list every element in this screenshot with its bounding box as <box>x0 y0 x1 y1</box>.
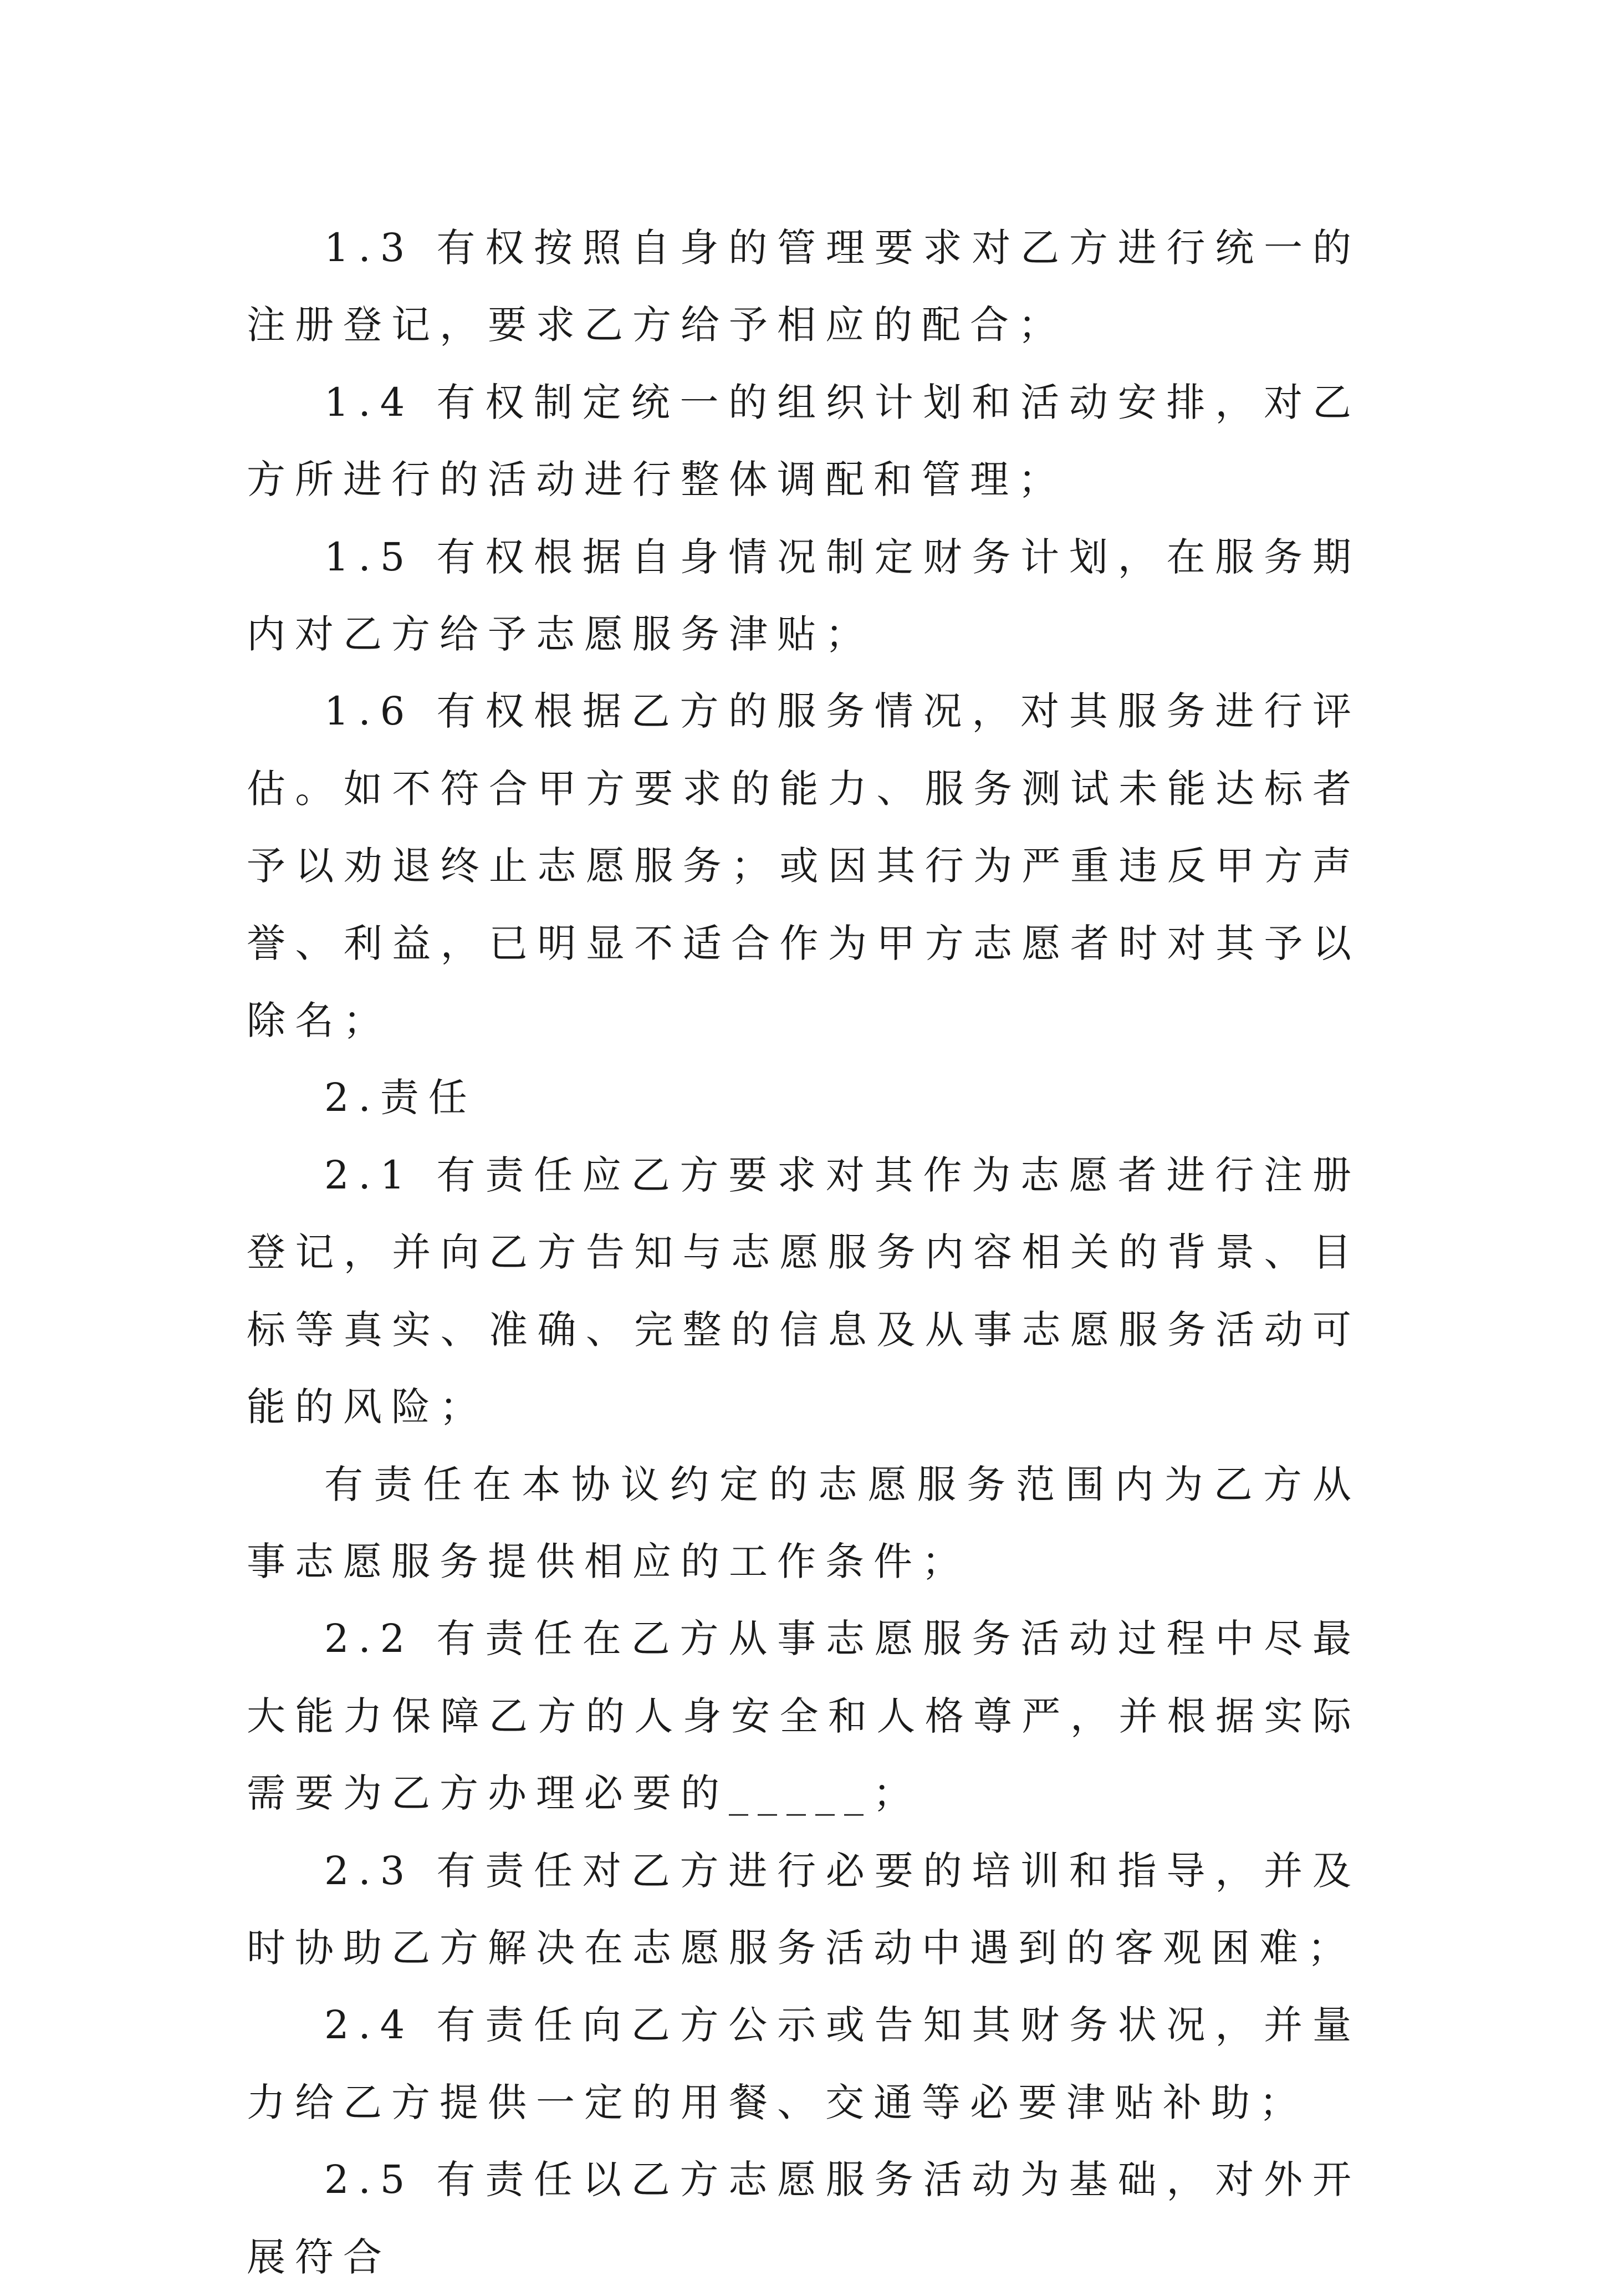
clause-1-5: 1.5 有权根据自身情况制定财务计划，在服务期内对乙方给予志愿服务津贴； <box>247 534 1361 657</box>
clause-2-5: 2.5 有责任以乙方志愿服务活动为基础，对外开展符合 <box>247 2157 1361 2280</box>
clause-2-3: 2.3 有责任对乙方进行必要的培训和指导，并及时协助乙方解决在志愿服务活动中遇到的客观困难； <box>247 1848 1361 1971</box>
clause-1-3: 1.3 有权按照自身的管理要求对乙方进行统一的注册登记，要求乙方给予相应的配合； <box>247 225 1361 348</box>
clause-1-6: 1.6 有权根据乙方的服务情况，对其服务进行评估。如不符合甲方要求的能力、服务测试未能达标者予以劝退终止志愿服务；或因其行为严重违反甲方声誉、利益，已明显不适合作为甲方志愿者时对其予以除名； <box>247 688 1361 1044</box>
clause-2-2: 2.2 有责任在乙方从事志愿服务活动过程中尽最大能力保障乙方的人身安全和人格尊严，并根据实际需要为乙方办理必要的_____； <box>247 1616 1361 1817</box>
clause-2-1: 2.1 有责任应乙方要求对其作为志愿者进行注册登记，并向乙方告知与志愿服务内容相关的背景、目标等真实、准确、完整的信息及从事志愿服务活动可能的风险； <box>247 1152 1361 1430</box>
clause-2-4: 2.4 有责任向乙方公示或告知其财务状况，并量力给乙方提供一定的用餐、交通等必要津贴补助； <box>247 2002 1361 2125</box>
document-body <box>247 210 1361 2296</box>
section-heading-responsibility: 2.责任 <box>324 1075 477 1121</box>
clause-1-4: 1.4 有权制定统一的组织计划和活动安排，对乙方所进行的活动进行整体调配和管理； <box>247 379 1361 503</box>
clause-2-1-continued: 有责任在本协议约定的志愿服务范围内为乙方从事志愿服务提供相应的工作条件； <box>247 1461 1361 1584</box>
